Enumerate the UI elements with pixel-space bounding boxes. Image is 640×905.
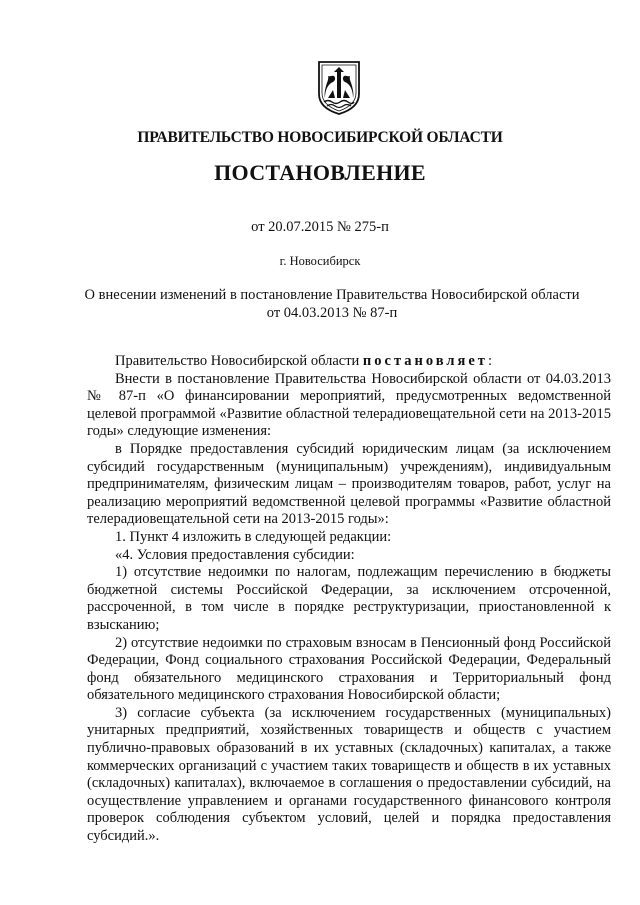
organization-title: ПРАВИТЕЛЬСТВО НОВОСИБИРСКОЙ ОБЛАСТИ <box>137 129 503 146</box>
document-date-number: от 20.07.2015 № 275-п <box>251 219 389 235</box>
body-paragraph: 2) отсутствие недоимки по страховым взносам в Пенсионный фонд Российской Федерации, Фонд социального страхования Российской Федерации, Федеральный фонд обязательного медицинского страхования и Территориальный фонд обязательного медицинского страхования Новосибирской области; <box>87 634 611 704</box>
document-type-title: ПОСТАНОВЛЕНИЕ <box>214 160 426 185</box>
novosibirsk-coat-of-arms-icon <box>316 60 362 116</box>
subject-line-1: О внесении изменений в постановление Правительства Новосибирской области <box>84 287 580 303</box>
subject-line-2: от 04.03.2013 № 87-п <box>266 305 398 321</box>
body-paragraph: 3) согласие субъекта (за исключением государственных (муниципальных) унитарных предприятий, хозяйственных товариществ и обществ с участием публично-правовых образований в их уставных (складочных) капиталах, а также коммерческих организаций с участием таких товариществ и обществ в их уставных (складочных) капиталах), включаемое в соглашения о предоставлении субсидий, на осуществление управлением и органами государственного финансового контроля проверок соблюдения субъектом условий, целей и порядка предоставления субсидий.». <box>87 704 611 845</box>
body-paragraph: Внести в постановление Правительства Новосибирской области от 04.03.2013 № 87-п «О финансировании мероприятий, предусмотренных ведомственной целевой программой «Развитие областной телерадиовещательной сети на 2013-2015 годы» следующие изменения: <box>87 370 611 440</box>
body-paragraph: 1. Пункт 4 изложить в следующей редакции: <box>115 528 392 545</box>
document-body <box>87 353 611 846</box>
intro-keyword: постановляет <box>362 353 488 369</box>
document-subject <box>60 286 604 322</box>
intro-prefix: Правительство Новосибирской области <box>115 353 363 369</box>
intro-suffix: : <box>487 353 492 369</box>
intro-paragraph <box>87 353 611 371</box>
body-paragraph: «4. Условия предоставления субсидии: <box>115 546 355 563</box>
body-paragraph: 1) отсутствие недоимки по налогам, подлежащим перечислению в бюджеты бюджетной системы Российской Федерации, за исключением отсроченной, рассроченной, в том числе в порядке реструктуризации, приостановленной к взысканию; <box>87 564 611 633</box>
body-paragraph: в Порядке предоставления субсидий юридическим лицам (за исключением субсидий государственным (муниципальным) учреждениям), индивидуальным предпринимателям, физическим лицам – производителям товаров, работ, услуг на реализацию мероприятий ведомственной целевой программы «Развитие областной телерадиовещательной сети на 2013-2015 годы»: <box>87 440 611 528</box>
document-city: г. Новосибирск <box>279 254 361 268</box>
